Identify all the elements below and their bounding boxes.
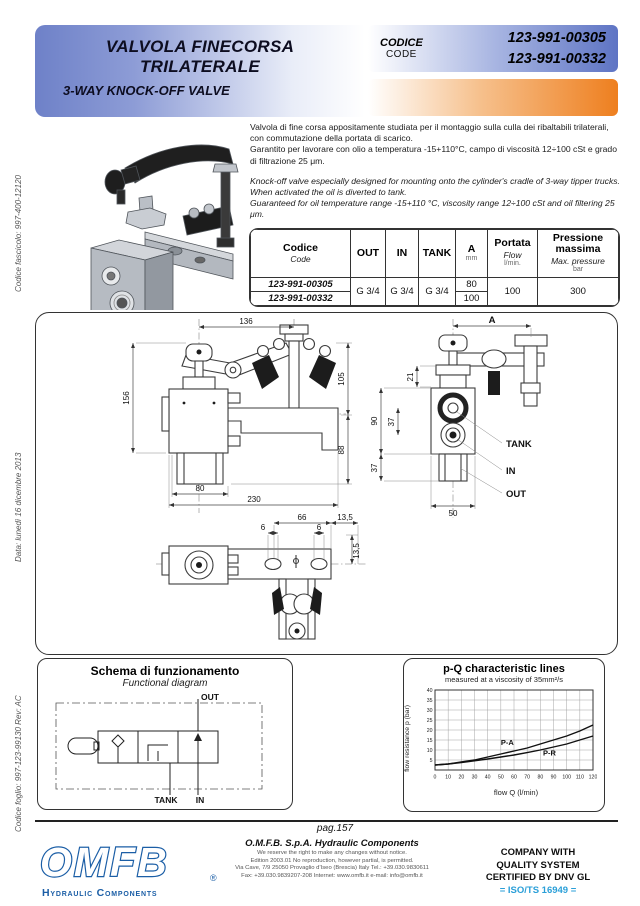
logo-tagline: Hydraulic Components	[42, 887, 158, 899]
dim-label-bottom-13-5-side: 13,5	[352, 543, 361, 559]
cell-out: G 3/4	[351, 278, 386, 306]
table-row	[251, 278, 619, 292]
dim-label-front-80: 80	[195, 484, 205, 493]
certification-block	[458, 847, 618, 897]
footer-divider	[35, 820, 618, 822]
port-label-out: OUT	[506, 489, 527, 500]
code-labels	[380, 37, 423, 60]
cell-in: G 3/4	[386, 278, 419, 306]
code-label: CODE	[385, 49, 417, 60]
header-codice-en: Code	[290, 254, 311, 265]
header-codice	[251, 230, 351, 278]
chart-title: p-Q characteristic lines	[443, 663, 565, 675]
svg-text:50: 50	[497, 774, 504, 781]
page-number: pag.157	[316, 823, 354, 834]
svg-text:10: 10	[445, 774, 452, 781]
page-subtitle: 3-WAY KNOCK-OFF VALVE	[63, 83, 230, 99]
dim-label-front-88: 88	[337, 445, 346, 455]
cert-iso-line: = ISO/TS 16949 =	[499, 884, 577, 896]
dim-label-side-A: A	[488, 315, 496, 326]
code-bar	[368, 25, 618, 72]
pq-chart-box	[403, 658, 605, 812]
header-a: A mm	[456, 230, 488, 278]
port-label-in: IN	[506, 466, 516, 477]
header-in: IN	[386, 230, 419, 278]
schema-subtitle: Functional diagram	[122, 678, 208, 689]
svg-text:100: 100	[562, 774, 571, 781]
description-it-1: Valvola di fine corsa appositamente studiata per il montaggio sulla culla dei ribaltabili trilaterali, con commutazione della portata di scarico.	[250, 122, 609, 144]
title-block	[35, 25, 365, 117]
functional-diagram-box	[37, 658, 293, 810]
svg-text:0: 0	[433, 774, 437, 781]
svg-text:120: 120	[588, 774, 597, 781]
svg-text:90: 90	[550, 774, 557, 781]
cell-flow: 100	[488, 278, 538, 306]
chart-xlabel: flow Q (l/min)	[493, 788, 539, 797]
cert-line-3: CERTIFIED BY DNV GL	[485, 872, 591, 884]
hydraulic-schematic	[40, 689, 290, 807]
orange-accent-bar	[368, 79, 618, 116]
omfb-logo-icon	[38, 842, 223, 884]
code-value-1: 123-991-00305	[507, 30, 606, 47]
svg-text:30: 30	[471, 774, 478, 781]
svg-text:110: 110	[575, 774, 584, 781]
svg-text:10: 10	[426, 748, 433, 754]
svg-text:35: 35	[426, 698, 433, 704]
header-codice-it: Codice	[282, 241, 318, 254]
company-note-1: We reserve the right to make any changes without notice.	[257, 850, 407, 856]
header-out: OUT	[351, 230, 386, 278]
schema-label-out: OUT	[201, 692, 219, 702]
cell-a-1: 80	[456, 278, 488, 292]
margin-note-date: Data: lunedì 16 dicembre 2013	[14, 452, 23, 562]
description-en-2: Guaranteed for oil temperature range -15+110 °C, viscosity range 12÷100 cSt and oil filtering 25 μm.	[250, 198, 615, 220]
svg-text:15: 15	[426, 738, 433, 744]
cert-line-1: COMPANY WITH	[500, 847, 576, 858]
svg-text:80: 80	[537, 774, 544, 781]
code-value-2: 123-991-00332	[507, 50, 606, 67]
cell-a-2: 100	[456, 292, 488, 306]
cell-pressure: 300	[538, 278, 619, 306]
svg-text:P-A: P-A	[500, 738, 514, 747]
cell-code-2: 123-991-00332	[251, 292, 351, 306]
dim-label-bottom-13-5-top: 13,5	[337, 513, 353, 522]
cell-tank: G 3/4	[419, 278, 456, 306]
cert-line-2: QUALITY SYSTEM	[496, 859, 580, 871]
description-block	[250, 122, 622, 220]
dim-label-bottom-6-right: 6	[316, 523, 322, 532]
dim-label-bottom-6-left: 6	[260, 523, 266, 532]
svg-text:25: 25	[426, 718, 433, 724]
port-label-tank: TANK	[506, 439, 532, 450]
page-title-line2: TRILATERALE	[139, 56, 261, 76]
technical-drawings	[36, 313, 616, 653]
pq-chart-svg	[415, 686, 597, 790]
svg-text:70: 70	[524, 774, 531, 781]
svg-text:40: 40	[426, 688, 433, 694]
technical-drawings-box	[35, 312, 618, 655]
dim-label-side-37-low: 37	[370, 463, 379, 473]
company-info	[222, 838, 442, 881]
dim-label-side-21: 21	[406, 372, 415, 382]
dim-label-bottom-66: 66	[297, 513, 307, 522]
dim-label-side-37-mid: 37	[387, 417, 396, 427]
schema-label-tank: TANK	[154, 795, 178, 805]
margin-note-foglio: Codice foglio: 997-123-99130 Rev: AC	[14, 695, 23, 832]
company-address: Via Cave, 7/9 25050 Provaglio d'Iseo (Brescia) Italy Tel.: +39.030.9830611	[235, 865, 429, 872]
chart-subtitle: measured at a viscosity of 35mm²/s	[445, 675, 563, 684]
omfb-logo-text: OMFB	[40, 842, 169, 884]
dim-label-front-156: 156	[122, 391, 131, 405]
dim-label-front-105: 105	[337, 372, 346, 386]
spec-table	[249, 228, 620, 307]
registered-mark-icon: ®	[210, 873, 217, 883]
dim-label-front-136: 136	[239, 317, 253, 326]
svg-text:5: 5	[429, 758, 433, 764]
description-en-1: Knock-off valve especially designed for mounting onto the cylinder's cradle of 3-way tipper trucks. When activated the oil is diverted to tank.	[250, 175, 620, 197]
page-title-line1: VALVOLA FINECORSA	[105, 37, 295, 56]
cell-code-1: 123-991-00305	[251, 278, 351, 292]
codice-label: CODICE	[380, 37, 423, 49]
header-tank: TANK	[419, 230, 456, 278]
svg-text:40: 40	[484, 774, 491, 781]
dim-label-side-50: 50	[448, 509, 458, 518]
description-it-2: Garantito per lavorare con olio a temperatura -15+110°C, campo di viscosità 12÷100 cSt e grado di filtrazione 25 μm.	[250, 144, 617, 166]
svg-text:20: 20	[458, 774, 465, 781]
company-note-2: Edition 2003.01 No reproduction, however partial, is permitted.	[250, 857, 414, 864]
header-portata: Portata Flow l/min.	[488, 230, 538, 278]
schema-label-in: IN	[195, 795, 205, 805]
dim-label-front-230: 230	[247, 495, 261, 504]
chart-area	[404, 686, 604, 790]
svg-text:20: 20	[426, 728, 433, 734]
svg-text:P-R: P-R	[542, 748, 556, 758]
chart-ylabel: flow resistance p (bar)	[404, 704, 411, 772]
company-name: O.M.F.B. S.p.A. Hydraulic Components	[245, 838, 419, 849]
dim-label-side-90: 90	[370, 416, 379, 426]
margin-note-fascicolo: Codice fascicolo: 997-400-12120	[14, 175, 23, 292]
schema-title: Schema di funzionamento	[90, 664, 240, 678]
svg-text:30: 30	[426, 708, 433, 714]
header-pressione: Pressione massima Max. pressure bar	[538, 230, 619, 278]
omfb-logo	[38, 842, 228, 899]
product-isometric-drawing	[33, 120, 245, 310]
company-contacts: Fax: +39.030.9839207-208 Internet: www.omfb.it e-mail: info@omfb.it	[241, 873, 423, 880]
code-values	[508, 28, 606, 69]
svg-text:60: 60	[511, 774, 517, 781]
